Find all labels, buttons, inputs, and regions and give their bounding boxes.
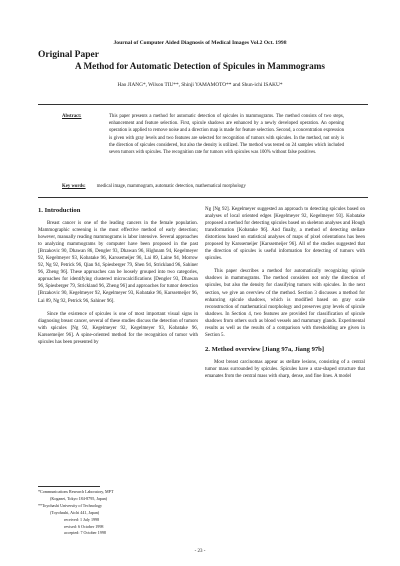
footnote-line: accepted: 7 October 1998: [64, 530, 106, 536]
journal-header: Journal of Computer Aided Diagnosis of Medical Images Vol.2 Oct. 1998: [113, 40, 287, 46]
paragraph: Most breast carcinomas appear as stellate lesions, consisting of a central tumor mass surrounded by spicules. Spicules have a star-shaped structure that emanates from the central mass with sharp, dense, and fine lines. A model: [205, 359, 365, 379]
paragraph: Ng [Ng 92]. Kegelmeyer suggested an approach to detecting spicules based on analyses of local oriented edges [Kegelmeyer 92, Kegelmeyer 93]. Kobatake proposed a method for detecting spicules based on skeleton analyses and Hough transformation [Kobatake 96]. And finally, a method of detecting stellate distortions based on statistical analyses of maps of pixel orientations has been proposed by Karssemeijer [Karssemeijer 96]. All of the studies suggested that the direction of spicules is useful information for detecting of tumors with spicules.: [205, 207, 365, 262]
abstract-label: Abstract:: [62, 114, 82, 119]
paragraph: This paper describes a method for automatically recognizing spicule shadows in mammograms. The method considers not only the direction of spicules, but also the density for classifying tumors with spicules. In the next section, we give an overview of the method. Section 3 discusses a method for enhancing spicule shadows, which is modified based on gray scale reconstruction of mathematical morphology and preserves gray levels of spicule shadows. In Section 4, two features are provided for classification of spicule shadows from others such as blood vessels and mammary glands. Experimental results as well as the results of a comparison with thresholding are given in Section 5.: [205, 269, 365, 338]
footnote-line: (Toyohashi, Aichi 441, Japan): [50, 509, 100, 515]
left-column: [38, 206, 198, 352]
paper-title: A Method for Automatic Detection of Spicules in Mammograms: [75, 61, 325, 71]
top-divider: [38, 104, 368, 105]
paragraph: Since the existence of spicules is one of most important visual signs in diagnosing breast cancer, several of these studies discuss the detection of tumors with spicules [Ng 92, Kegelmeyer 92, Kegelmeyer 93, Kobatake 96, Karssemeijer 96]. A spine-oriented method for the recognition of tumor with spicules has been presented by: [38, 311, 198, 345]
abstract-block: [62, 113, 344, 156]
keywords-label: Key words:: [62, 184, 86, 189]
keywords-block: [62, 184, 344, 189]
keywords-text: medical image, mammogram, automatic detection, mathematical morphology: [96, 184, 246, 189]
section-label: Original Paper: [38, 50, 99, 60]
footnote-line: (Koganei, Tokyo 184-8795, Japan): [50, 495, 108, 501]
footnote-line: *Communications Research Laboratory, MPT: [38, 489, 114, 494]
page-number: - 23 -: [194, 549, 206, 554]
footnote-divider: [38, 486, 100, 487]
paragraph: Breast cancer is one of the leading cancers in the female population. Mammographic screening is the most effective method of early detection; however, manually reading mammograms is labor intensive. Several approaches to analyzing mammograms by computer have been proposed in the past [Brzakovic 90, Dhawan 86, Dengler 93, Dhawan 96, Highnam 94, Kegelmeyer 92, Kegelmeyer 93, Kobatake 96, Karssemeijer 96, Lai 89, Laine 94, Morrow 92, Ng 92, Petrick 96, Qian 94, Spiesberger 79, Shen 94, Strickland 96, Sahiner 96, Zheng 96]. These approaches can be loosely grouped into two categories, approaches for identifying clustered microcalcifications [Dengler 93, Dhawan 96, Spiesberger 79, Strickland 96, Zheng 96] and approaches for tumor detection [Brzakovic 90, Kegelmeyer 92, Kegelmeyer 93, Kobatake 96, Karssemeijer 96, Lai 89, Ng 92, Petrick 96, Sahiner 96].: [38, 221, 198, 304]
section-heading-method-overview: 2. Method overview [Jiang 97a, Jiang 97b]: [205, 345, 325, 353]
section-heading-introduction: 1. Introduction: [38, 207, 81, 214]
right-column: [205, 206, 365, 386]
abstract-text: This paper presents a method for automatic detection of spicules in mammograms. The method consists of two steps, enhancement and feature selection. First, spicule shadows are enhanced by a newly developed operation. An opening operation is applied to remove noise and a direction map is made for feature selection. Second, a concentration expression is given with gray levels and two features are selected for recognition of tumors with spicules. In the method, not only is the direction of spicules considered, but also the density is utilized. The method was tested on 24 samples which included seven tumors with spicules. The recognition rate for tumors with spicules was 100% without false positives.: [109, 114, 344, 156]
author-list: Hao JIANG*, Wilson TIU**, Shinji YAMAMOTO** and Shun-ichi ISAKU*: [117, 82, 283, 88]
bottom-divider: [38, 197, 368, 198]
footnotes: [38, 489, 198, 537]
footnote-line: revised: 6 October 1998: [64, 523, 104, 529]
footnote-line: received: 1 July 1998: [64, 516, 100, 522]
footnote-line: **Toyohashi University of Technology: [38, 502, 103, 508]
